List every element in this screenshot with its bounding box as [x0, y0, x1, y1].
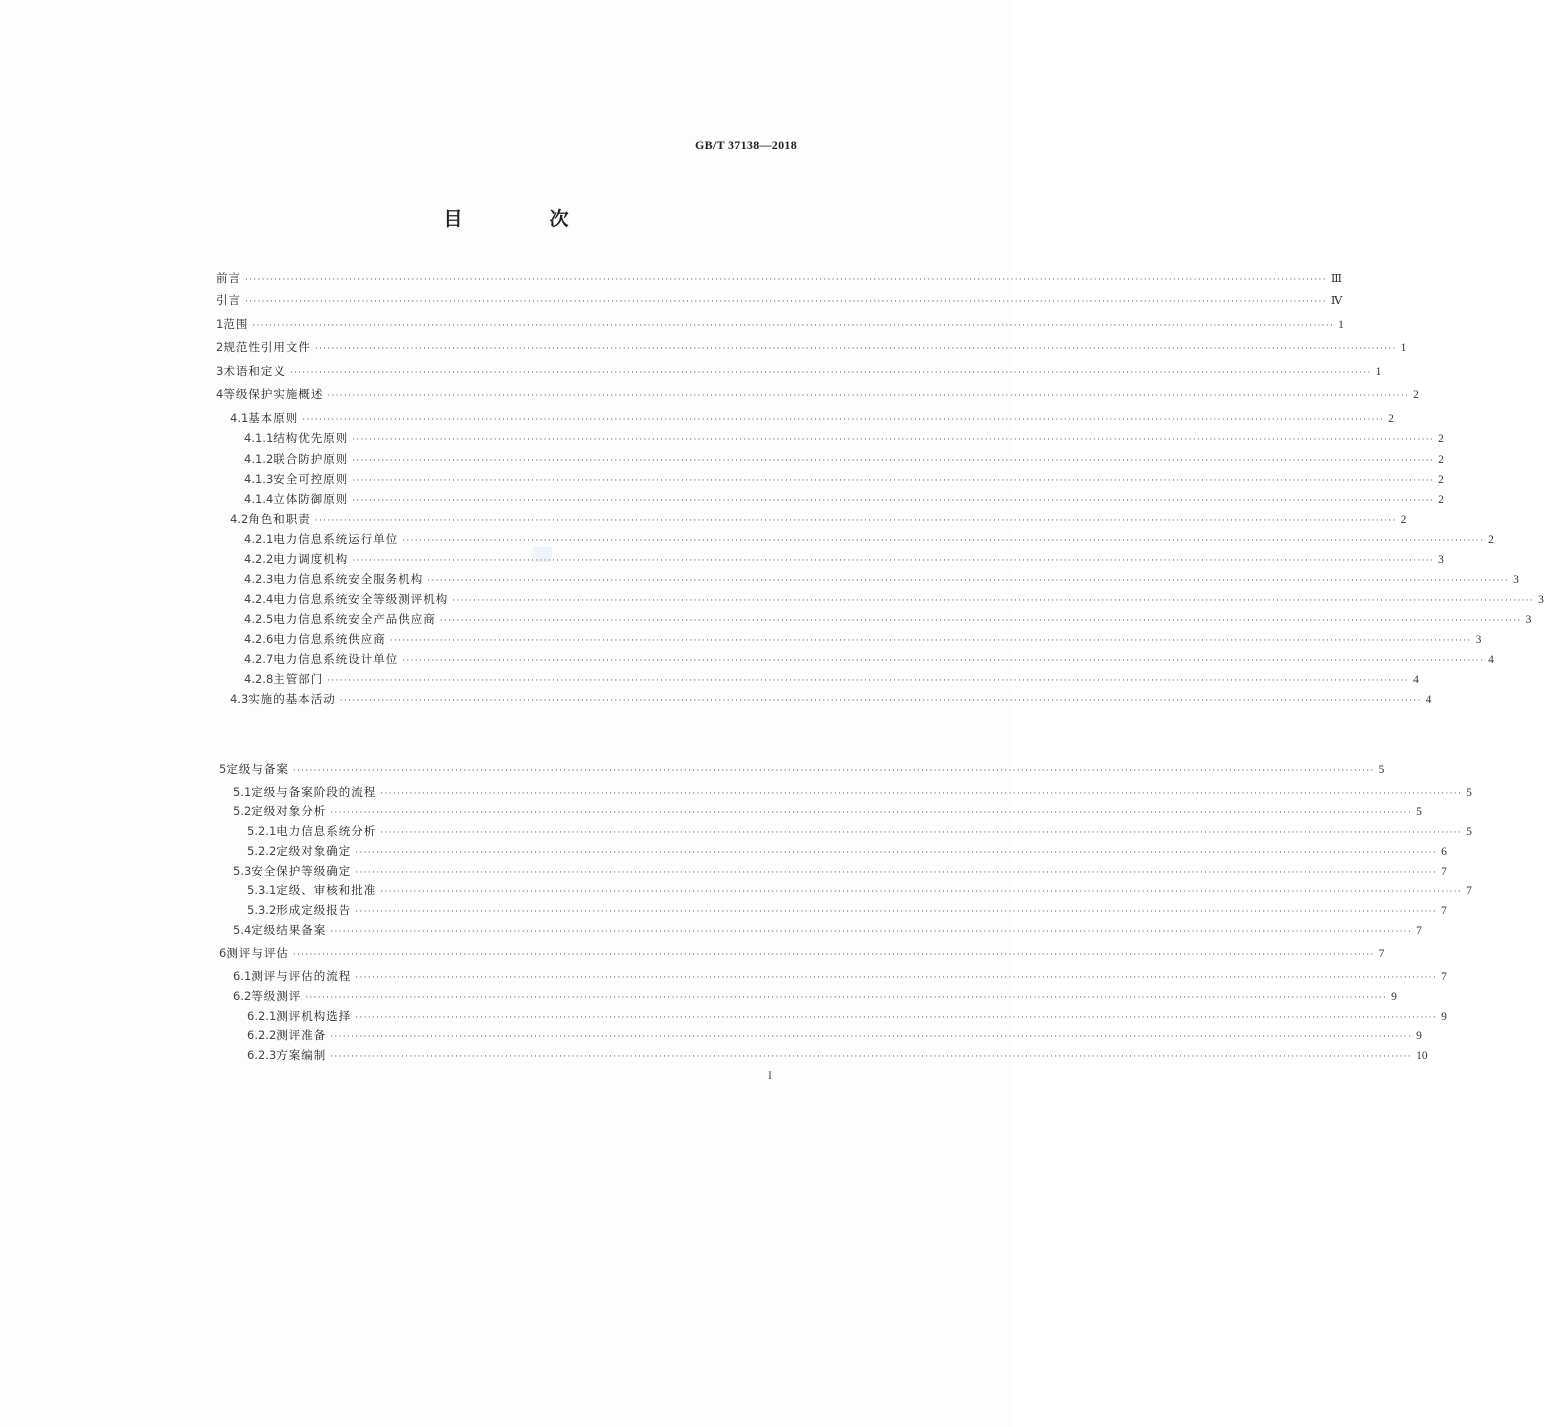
- toc-entry[interactable]: [247, 1047, 1428, 1063]
- toc-entry-number: 6.1: [233, 969, 252, 983]
- toc-entry-number: 6: [219, 946, 227, 960]
- toc-dot-leader: ····································································································································································································································································: [352, 476, 1435, 486]
- toc-entry-page-number: 1: [1338, 319, 1344, 331]
- toc-entry-title: 电力信息系统安全等级测评机构: [273, 592, 449, 606]
- toc-entry[interactable]: [244, 531, 1494, 547]
- toc-entry-title: 电力调度机构: [273, 552, 349, 566]
- toc-entry[interactable]: [216, 363, 1382, 379]
- toc-dot-leader: ····································································································································································································································································: [452, 596, 1535, 606]
- toc-entry-title: 立体防御原则: [273, 492, 349, 506]
- toc-entry-number: 5.2.1: [247, 824, 277, 838]
- toc-entry-number: 6.2: [233, 989, 252, 1003]
- toc-entry-number: 5.3.1: [247, 883, 277, 897]
- toc-entry-title: 前言: [216, 271, 241, 285]
- toc-dot-leader: ····································································································································································································································································: [330, 808, 1413, 818]
- toc-entry-number: 4.2.5: [244, 612, 274, 626]
- toc-entry-page-number: 2: [1488, 534, 1494, 546]
- toc-dot-leader: ····································································································································································································································································: [439, 616, 1522, 626]
- toc-dot-leader: ····································································································································································································································································: [402, 536, 1485, 546]
- toc-dot-leader: ····································································································································································································································································: [352, 435, 1435, 445]
- toc-dot-leader: ····································································································································································································································································: [352, 556, 1435, 566]
- toc-entry[interactable]: [216, 292, 1343, 308]
- toc-entry-number: 4.3: [230, 692, 249, 706]
- toc-entry-page-number: 7: [1441, 905, 1447, 917]
- toc-entry-number: 4.2.2: [244, 552, 274, 566]
- toc-entry-title: 引言: [216, 293, 241, 307]
- toc-entry[interactable]: [216, 386, 1419, 402]
- toc-entry[interactable]: [244, 631, 1482, 647]
- toc-entry-page-number: Ⅳ: [1330, 295, 1343, 307]
- toc-entry[interactable]: [244, 471, 1444, 487]
- toc-entry-page-number: 1: [1400, 342, 1407, 354]
- toc-dot-leader: ····································································································································································································································································: [339, 696, 1422, 706]
- toc-entry[interactable]: [216, 339, 1407, 355]
- toc-dot-leader: ····································································································································································································································································: [402, 656, 1485, 666]
- toc-entry-number: 2: [216, 340, 224, 354]
- toc-entry[interactable]: [247, 1027, 1422, 1043]
- toc-dot-leader: ····································································································································································································································································: [252, 321, 1335, 331]
- toc-entry-page-number: 2: [1438, 494, 1444, 506]
- toc-entry-title: 电力信息系统分析: [276, 824, 377, 838]
- toc-entry[interactable]: [233, 784, 1472, 800]
- toc-entry-title: 电力信息系统安全服务机构: [273, 572, 424, 586]
- toc-dot-leader: ····································································································································································································································································: [355, 868, 1438, 878]
- toc-dot-leader: ····································································································································································································································································: [355, 907, 1438, 917]
- toc-entry-number: 4.1: [230, 411, 249, 425]
- toc-entry-page-number: Ⅲ: [1330, 273, 1342, 285]
- toc-entry-number: 5.2: [233, 804, 252, 818]
- toc-entry-page-number: 5: [1466, 826, 1472, 838]
- toc-entry-page-number: 7: [1441, 866, 1447, 878]
- toc-entry[interactable]: [244, 611, 1532, 627]
- toc-entry-number: 6.2.1: [247, 1009, 277, 1023]
- toc-entry[interactable]: [233, 803, 1422, 819]
- toc-entry-title: 等级测评: [251, 989, 302, 1003]
- toc-entry[interactable]: [219, 761, 1385, 777]
- toc-entry-title: 定级与备案阶段的流程: [251, 785, 377, 799]
- toc-dot-leader: ····································································································································································································································································: [355, 973, 1438, 983]
- toc-entry-number: 6.2.3: [247, 1048, 277, 1062]
- toc-entry[interactable]: [247, 843, 1447, 859]
- toc-entry-title: 电力信息系统运行单位: [273, 532, 399, 546]
- toc-entry-page-number: 2: [1388, 413, 1394, 425]
- toc-entry-title: 结构优先原则: [273, 431, 349, 445]
- toc-dot-leader: ····································································································································································································································································: [330, 927, 1413, 937]
- toc-dot-leader: ····································································································································································································································································: [305, 993, 1388, 1003]
- toc-entry-title: 测评与评估: [226, 946, 289, 960]
- toc-entry-number: 1: [216, 317, 224, 331]
- toc-entry-number: 4.1.4: [244, 492, 274, 506]
- toc-entry-page-number: 7: [1441, 971, 1447, 983]
- toc-entry[interactable]: [216, 316, 1344, 332]
- toc-entry-title: 定级与备案: [226, 762, 289, 776]
- toc-dot-leader: ····································································································································································································································································: [330, 1032, 1413, 1042]
- toc-entry-title: 规范性引用文件: [223, 340, 311, 354]
- toc-dot-leader: ····································································································································································································································································: [314, 344, 1397, 354]
- toc-entry-page-number: 5: [1378, 764, 1385, 776]
- standard-code: GB/T 37138—2018: [695, 138, 797, 152]
- toc-dot-leader: ····································································································································································································································································: [289, 368, 1372, 378]
- toc-dot-leader: ····································································································································································································································································: [352, 456, 1435, 466]
- toc-entry-page-number: 2: [1438, 454, 1444, 466]
- toc-entry-page-number: 2: [1413, 389, 1419, 401]
- toc-entry[interactable]: [244, 571, 1519, 587]
- toc-entry[interactable]: [247, 882, 1472, 898]
- toc-entry-page-number: 7: [1378, 948, 1385, 960]
- toc-dot-leader: ····································································································································································································································································: [314, 516, 1397, 526]
- toc-entry-page-number: 4: [1413, 674, 1419, 686]
- toc-dot-leader: ····································································································································································································································································: [292, 950, 1375, 960]
- toc-entry[interactable]: [233, 863, 1447, 879]
- toc-entry-title: 电力信息系统设计单位: [273, 652, 399, 666]
- toc-entry[interactable]: [233, 988, 1397, 1004]
- toc-entry-title: 范围: [223, 317, 249, 331]
- toc-entry-title: 形成定级报告: [276, 903, 352, 917]
- toc-entry-number: 4.1.2: [244, 452, 274, 466]
- toc-entry-number: 4.2.7: [244, 652, 274, 666]
- toc-entry-page-number: 4: [1425, 694, 1432, 706]
- toc-entry-title: 方案编制: [276, 1048, 327, 1062]
- toc-entry-title: 基本原则: [248, 411, 299, 425]
- toc-entry-title: 定级对象确定: [276, 844, 352, 858]
- toc-entry[interactable]: [247, 1008, 1447, 1024]
- toc-entry-title: 电力信息系统安全产品供应商: [273, 612, 436, 626]
- toc-dot-leader: ····································································································································································································································································: [292, 766, 1375, 776]
- toc-entry-page-number: 2: [1400, 514, 1407, 526]
- toc-entry-number: 5: [219, 762, 227, 776]
- toc-entry[interactable]: [219, 945, 1385, 961]
- toc-entry-title: 安全保护等级确定: [251, 864, 352, 878]
- toc-entry-number: 4.2.1: [244, 532, 274, 546]
- toc-entry-number: 4.2.6: [244, 632, 274, 646]
- toc-entry[interactable]: [230, 511, 1407, 527]
- toc-entry[interactable]: [244, 671, 1419, 687]
- toc-entry-number: 4.2.3: [244, 572, 274, 586]
- toc-entry-title: 等级保护实施概述: [223, 387, 324, 401]
- toc-dot-leader: ····································································································································································································································································: [327, 676, 1410, 686]
- toc-entry[interactable]: [230, 691, 1432, 707]
- toc-entry-page-number: 4: [1488, 654, 1494, 666]
- toc-entry-title: 实施的基本活动: [248, 692, 336, 706]
- toc-entry-number: 3: [216, 364, 224, 378]
- toc-entry-title: 电力信息系统供应商: [273, 632, 386, 646]
- toc-entry-title: 角色和职责: [248, 512, 311, 526]
- toc-entry-page-number: 7: [1466, 885, 1472, 897]
- toc-entry[interactable]: [244, 651, 1494, 667]
- page-title: 目 次: [443, 208, 603, 230]
- toc-entry[interactable]: [244, 451, 1444, 467]
- toc-entry-title: 测评机构选择: [276, 1009, 352, 1023]
- toc-entry-page-number: 7: [1416, 925, 1422, 937]
- toc-entry-number: 6.2.2: [247, 1028, 277, 1042]
- toc-entry-page-number: 3: [1525, 614, 1532, 626]
- toc-entry-title: 定级、审核和批准: [276, 883, 377, 897]
- toc-entry-title: 主管部门: [273, 672, 324, 686]
- toc-entry-title: 定级结果备案: [251, 923, 327, 937]
- toc-entry-number: 5.3: [233, 864, 252, 878]
- toc-entry-page-number: 9: [1416, 1030, 1422, 1042]
- toc-dot-leader: ····································································································································································································································································: [427, 576, 1510, 586]
- toc-entry[interactable]: [244, 491, 1444, 507]
- toc-entry-number: 5.3.2: [247, 903, 277, 917]
- toc-entry-page-number: 6: [1441, 846, 1447, 858]
- toc-entry-page-number: 1: [1375, 366, 1382, 378]
- toc-entry-page-number: 3: [1438, 554, 1444, 566]
- toc-entry-page-number: 2: [1438, 433, 1444, 445]
- toc-entry-number: 5.4: [233, 923, 252, 937]
- toc-entry[interactable]: [244, 591, 1544, 607]
- toc-dot-leader: ····································································································································································································································································: [355, 1013, 1438, 1023]
- toc-entry-number: 4.1.3: [244, 472, 274, 486]
- toc-entry-page-number: 5: [1466, 787, 1472, 799]
- toc-entry[interactable]: [244, 430, 1444, 446]
- toc-entry-number: 4: [216, 387, 224, 401]
- toc-entry-title: 术语和定义: [223, 364, 286, 378]
- toc-dot-leader: ····································································································································································································································································: [389, 636, 1472, 646]
- toc-entry-page-number: 3: [1513, 574, 1519, 586]
- toc-dot-leader: ····································································································································································································································································: [330, 1052, 1413, 1062]
- toc-entry-number: 5.1: [233, 785, 252, 799]
- page-folio: I: [768, 1068, 772, 1082]
- toc-entry-page-number: 9: [1441, 1011, 1447, 1023]
- toc-dot-leader: ····································································································································································································································································: [380, 887, 1463, 897]
- toc-entry-number: 4.2.4: [244, 592, 274, 606]
- toc-entry-number: 4.2.8: [244, 672, 274, 686]
- toc-entry[interactable]: [216, 270, 1342, 286]
- toc-entry-title: 测评与评估的流程: [251, 969, 352, 983]
- toc-dot-leader: ····································································································································································································································································: [352, 496, 1435, 506]
- toc-entry[interactable]: [233, 922, 1422, 938]
- toc-entry[interactable]: [230, 410, 1394, 426]
- toc-entry-number: 4.1.1: [244, 431, 274, 445]
- toc-entry[interactable]: [233, 968, 1447, 984]
- toc-entry-title: 安全可控原则: [273, 472, 349, 486]
- toc-dot-leader: ····································································································································································································································································: [302, 415, 1385, 425]
- toc-dot-leader: ····································································································································································································································································: [355, 848, 1438, 858]
- toc-dot-leader: ····································································································································································································································································: [245, 275, 1327, 285]
- toc-entry-page-number: 3: [1475, 634, 1482, 646]
- toc-entry[interactable]: [247, 823, 1472, 839]
- toc-entry-page-number: 2: [1438, 474, 1444, 486]
- toc-entry-page-number: 10: [1416, 1050, 1428, 1062]
- toc-entry-page-number: 3: [1538, 594, 1544, 606]
- toc-dot-leader: ····································································································································································································································································: [380, 828, 1463, 838]
- toc-entry[interactable]: [247, 902, 1447, 918]
- toc-entry[interactable]: [244, 551, 1444, 567]
- toc-entry-number: 4.2: [230, 512, 249, 526]
- toc-dot-leader: ····································································································································································································································································: [380, 789, 1463, 799]
- toc-entry-title: 定级对象分析: [251, 804, 327, 818]
- toc-entry-page-number: 5: [1416, 806, 1422, 818]
- toc-entry-number: 5.2.2: [247, 844, 277, 858]
- toc-dot-leader: ····································································································································································································································································: [327, 391, 1410, 401]
- toc-dot-leader: ····································································································································································································································································: [245, 297, 1327, 307]
- toc-entry-page-number: 9: [1391, 991, 1397, 1003]
- toc-entry-title: 测评准备: [276, 1028, 327, 1042]
- toc-entry-title: 联合防护原则: [273, 452, 349, 466]
